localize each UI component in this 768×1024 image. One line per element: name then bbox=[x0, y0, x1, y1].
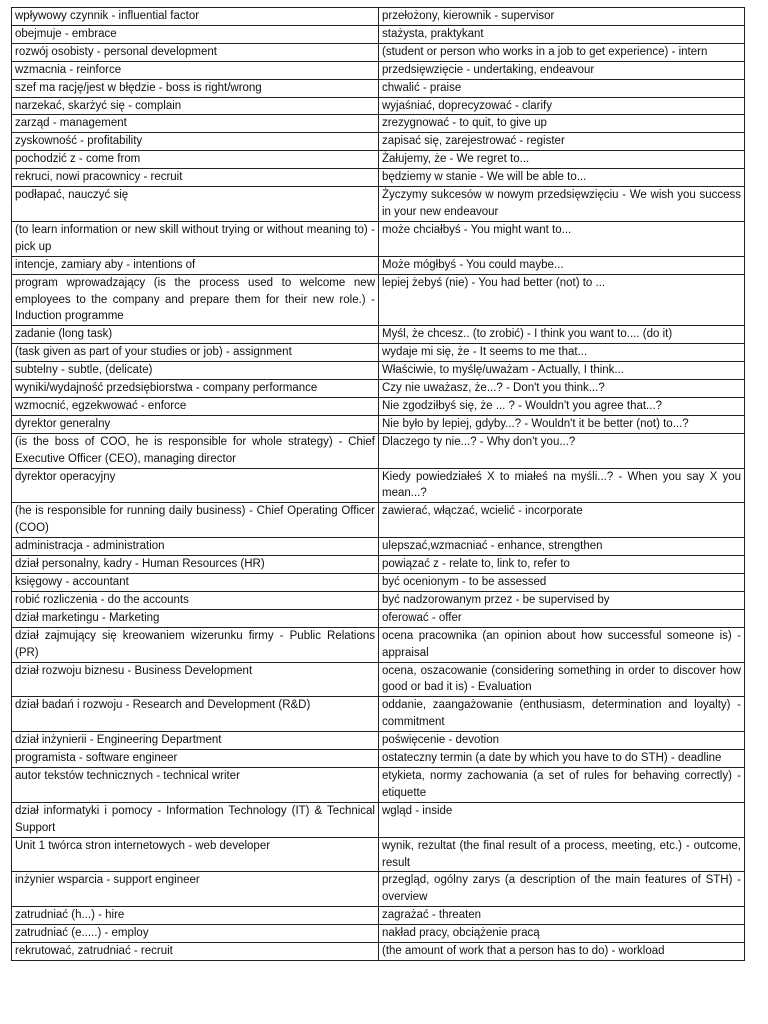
table-row bbox=[12, 221, 745, 256]
table-row bbox=[12, 872, 745, 907]
table-cell-right: poświęcenie - devotion bbox=[379, 732, 745, 750]
table-row bbox=[12, 591, 745, 609]
table-cell-right: zagrażać - threaten bbox=[379, 907, 745, 925]
table-cell-left: rekruci, nowi pracownicy - recruit bbox=[12, 169, 379, 187]
table-row bbox=[12, 187, 745, 222]
table-cell-right: stażysta, praktykant bbox=[379, 25, 745, 43]
table-row bbox=[12, 556, 745, 574]
table-row bbox=[12, 609, 745, 627]
table-cell-right: ocena pracownika (an opinion about how successful someone is) - appraisal bbox=[379, 627, 745, 662]
table-cell-left: zyskowność - profitability bbox=[12, 133, 379, 151]
table-cell-right: ulepszać,wzmacniać - enhance, strengthen bbox=[379, 538, 745, 556]
table-cell-left: podłapać, nauczyć się bbox=[12, 187, 379, 222]
table-cell-left: dział marketingu - Marketing bbox=[12, 609, 379, 627]
table-row bbox=[12, 433, 745, 468]
table-cell-right: oddanie, zaangażowanie (enthusiasm, determination and loyalty) - commitment bbox=[379, 697, 745, 732]
table-cell-left: dyrektor operacyjny bbox=[12, 468, 379, 503]
table-row bbox=[12, 61, 745, 79]
table-row bbox=[12, 662, 745, 697]
table-cell-left: autor tekstów technicznych - technical writer bbox=[12, 767, 379, 802]
table-row bbox=[12, 943, 745, 961]
table-row bbox=[12, 802, 745, 837]
table-row bbox=[12, 151, 745, 169]
table-row bbox=[12, 25, 745, 43]
table-row bbox=[12, 697, 745, 732]
table-row bbox=[12, 79, 745, 97]
table-cell-right: zrezygnować - to quit, to give up bbox=[379, 115, 745, 133]
table-cell-left: Unit 1 twórca stron internetowych - web developer bbox=[12, 837, 379, 872]
table-cell-left: wyniki/wydajność przedsiębiorstwa - company performance bbox=[12, 380, 379, 398]
table-row bbox=[12, 274, 745, 326]
table-cell-right: może chciałbyś - You might want to... bbox=[379, 221, 745, 256]
table-cell-left: wpływowy czynnik - influential factor bbox=[12, 8, 379, 26]
table-cell-right: Życzymy sukcesów w nowym przedsięwzięciu - We wish you success in your new endeavour bbox=[379, 187, 745, 222]
table-cell-left: dział badań i rozwoju - Research and Development (R&D) bbox=[12, 697, 379, 732]
table-cell-right: ocena, oszacowanie (considering something in order to discover how good or bad it is) - Evaluation bbox=[379, 662, 745, 697]
table-cell-right: lepiej żebyś (nie) - You had better (not) to ... bbox=[379, 274, 745, 326]
table-cell-right: być nadzorowanym przez - be supervised by bbox=[379, 591, 745, 609]
table-cell-right: (the amount of work that a person has to do) - workload bbox=[379, 943, 745, 961]
table-cell-left: wzmocnić, egzekwować - enforce bbox=[12, 397, 379, 415]
table-row bbox=[12, 43, 745, 61]
table-row bbox=[12, 133, 745, 151]
table-cell-left: wzmacnia - reinforce bbox=[12, 61, 379, 79]
table-cell-right: Żałujemy, że - We regret to... bbox=[379, 151, 745, 169]
vocabulary-table-body bbox=[12, 8, 745, 961]
table-cell-right: będziemy w stanie - We will be able to... bbox=[379, 169, 745, 187]
table-cell-right: oferować - offer bbox=[379, 609, 745, 627]
table-cell-left: dział inżynierii - Engineering Department bbox=[12, 732, 379, 750]
table-cell-right: przegląd, ogólny zarys (a description of the main features of STH) - overview bbox=[379, 872, 745, 907]
table-cell-right: Czy nie uważasz, że...? - Don't you think...? bbox=[379, 380, 745, 398]
table-cell-right: zawierać, włączać, wcielić - incorporate bbox=[379, 503, 745, 538]
table-row bbox=[12, 115, 745, 133]
table-cell-right: ostateczny termin (a date by which you have to do STH) - deadline bbox=[379, 750, 745, 768]
table-cell-right: nakład pracy, obciążenie pracą bbox=[379, 925, 745, 943]
table-cell-left: szef ma rację/jest w błędzie - boss is right/wrong bbox=[12, 79, 379, 97]
table-cell-left: rozwój osobisty - personal development bbox=[12, 43, 379, 61]
table-cell-left: programista - software engineer bbox=[12, 750, 379, 768]
table-cell-left: (he is responsible for running daily business) - Chief Operating Officer (COO) bbox=[12, 503, 379, 538]
table-row bbox=[12, 907, 745, 925]
table-cell-right: przełożony, kierownik - supervisor bbox=[379, 8, 745, 26]
table-cell-left: robić rozliczenia - do the accounts bbox=[12, 591, 379, 609]
table-cell-right: wydaje mi się, że - It seems to me that... bbox=[379, 344, 745, 362]
table-cell-right: chwalić - praise bbox=[379, 79, 745, 97]
table-row bbox=[12, 837, 745, 872]
table-cell-right: wgląd - inside bbox=[379, 802, 745, 837]
table-cell-right: Nie było by lepiej, gdyby...? - Wouldn't it be better (not) to...? bbox=[379, 415, 745, 433]
table-row bbox=[12, 362, 745, 380]
table-row bbox=[12, 750, 745, 768]
table-cell-right: wynik, rezultat (the final result of a process, meeting, etc.) - outcome, result bbox=[379, 837, 745, 872]
table-cell-left: dział personalny, kadry - Human Resources (HR) bbox=[12, 556, 379, 574]
table-row bbox=[12, 97, 745, 115]
table-cell-left: zatrudniać (h...) - hire bbox=[12, 907, 379, 925]
table-cell-left: zadanie (long task) bbox=[12, 326, 379, 344]
table-cell-left: obejmuje - embrace bbox=[12, 25, 379, 43]
table-row bbox=[12, 415, 745, 433]
table-row bbox=[12, 8, 745, 26]
table-cell-right: Kiedy powiedziałeś X to miałeś na myśli...? - When you say X you mean...? bbox=[379, 468, 745, 503]
table-cell-right: Myśl, że chcesz.. (to zrobić) - I think you want to.... (do it) bbox=[379, 326, 745, 344]
table-row bbox=[12, 627, 745, 662]
vocabulary-table bbox=[11, 7, 745, 961]
table-cell-left: księgowy - accountant bbox=[12, 574, 379, 592]
table-row bbox=[12, 538, 745, 556]
table-cell-left: administracja - administration bbox=[12, 538, 379, 556]
table-cell-right: przedsięwzięcie - undertaking, endeavour bbox=[379, 61, 745, 79]
table-row bbox=[12, 397, 745, 415]
table-cell-left: dział zajmujący się kreowaniem wizerunku firmy - Public Relations (PR) bbox=[12, 627, 379, 662]
table-cell-left: intencje, zamiary aby - intentions of bbox=[12, 256, 379, 274]
table-cell-left: dział informatyki i pomocy - Information Technology (IT) & Technical Support bbox=[12, 802, 379, 837]
table-cell-left: zarząd - management bbox=[12, 115, 379, 133]
table-row bbox=[12, 344, 745, 362]
table-cell-right: (student or person who works in a job to get experience) - intern bbox=[379, 43, 745, 61]
table-row bbox=[12, 468, 745, 503]
table-row bbox=[12, 326, 745, 344]
table-cell-left: rekrutować, zatrudniać - recruit bbox=[12, 943, 379, 961]
table-cell-right: powiązać z - relate to, link to, refer to bbox=[379, 556, 745, 574]
table-cell-right: etykieta, normy zachowania (a set of rules for behaving correctly) - etiquette bbox=[379, 767, 745, 802]
table-cell-left: (is the boss of COO, he is responsible for whole strategy) - Chief Executive Officer (CEO), managing director bbox=[12, 433, 379, 468]
table-row bbox=[12, 732, 745, 750]
table-cell-left: dział rozwoju biznesu - Business Development bbox=[12, 662, 379, 697]
table-cell-right: być ocenionym - to be assessed bbox=[379, 574, 745, 592]
table-cell-right: zapisać się, zarejestrować - register bbox=[379, 133, 745, 151]
table-row bbox=[12, 503, 745, 538]
table-row bbox=[12, 925, 745, 943]
table-cell-left: (task given as part of your studies or job) - assignment bbox=[12, 344, 379, 362]
table-cell-right: Nie zgodziłbyś się, że ... ? - Wouldn't you agree that...? bbox=[379, 397, 745, 415]
table-row bbox=[12, 169, 745, 187]
table-row bbox=[12, 767, 745, 802]
table-cell-left: zatrudniać (e.....) - employ bbox=[12, 925, 379, 943]
table-row bbox=[12, 256, 745, 274]
table-cell-right: Właściwie, to myślę/uważam - Actually, I think... bbox=[379, 362, 745, 380]
table-cell-right: wyjaśniać, doprecyzować - clarify bbox=[379, 97, 745, 115]
table-row bbox=[12, 380, 745, 398]
table-cell-left: dyrektor generalny bbox=[12, 415, 379, 433]
table-cell-left: narzekać, skarżyć się - complain bbox=[12, 97, 379, 115]
table-cell-right: Może mógłbyś - You could maybe... bbox=[379, 256, 745, 274]
table-row bbox=[12, 574, 745, 592]
table-cell-left: (to learn information or new skill without trying or without meaning to) - pick up bbox=[12, 221, 379, 256]
table-cell-right: Dlaczego ty nie...? - Why don't you...? bbox=[379, 433, 745, 468]
table-cell-left: pochodzić z - come from bbox=[12, 151, 379, 169]
table-cell-left: inżynier wsparcia - support engineer bbox=[12, 872, 379, 907]
table-cell-left: program wprowadzający (is the process used to welcome new employees to the company and prepare them for their new role.) - Induction programme bbox=[12, 274, 379, 326]
table-cell-left: subtelny - subtle, (delicate) bbox=[12, 362, 379, 380]
